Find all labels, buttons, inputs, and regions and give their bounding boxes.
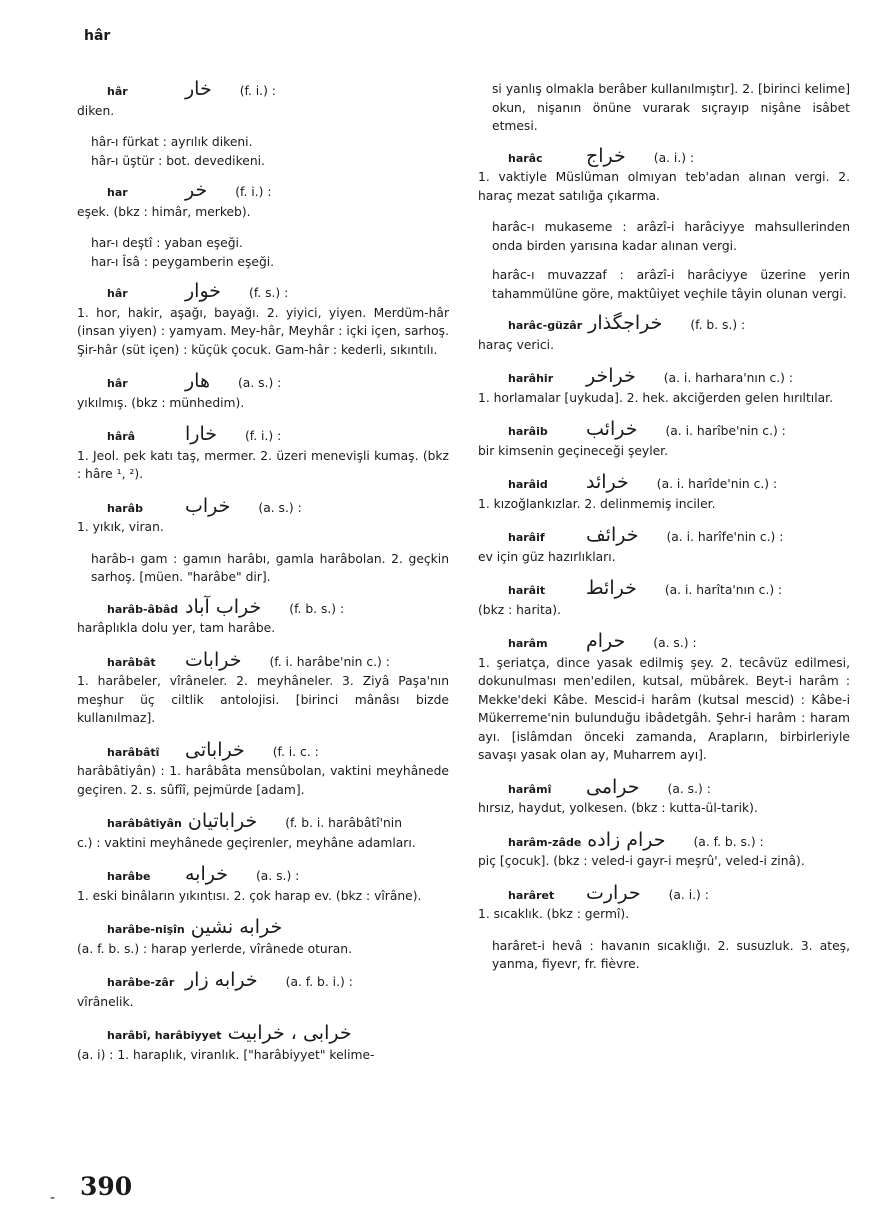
entry-headline	[478, 775, 850, 800]
headword: harâb-âbâd	[107, 602, 179, 616]
sub-entry	[77, 234, 449, 271]
entry-headline	[478, 881, 850, 906]
headword: harâid	[508, 478, 548, 491]
definition: 1. hor, hakir, aşağı, bayağı. 2. yiyici, yiyen. Merdüm-hâr (insan yiyen) : yamyam. Mey-hâr, Meyhâr : içki içen, sarhoş. Şir-hâr (süt içen) : küçük çocuk. Gam-hâr : kederli, sıkıntılı.	[77, 305, 449, 357]
definition: yıkılmış. (bkz : münhedim).	[77, 395, 245, 410]
definition: 1. yıkık, viran.	[77, 520, 164, 534]
entry-headline	[77, 812, 449, 834]
dictionary-entry	[77, 372, 449, 412]
headword: hâr	[107, 85, 128, 98]
sub-entry	[478, 218, 850, 255]
definition: hırsız, haydut, yolkesen. (bkz : kutta-ül-tarik).	[478, 801, 758, 815]
entry-headline	[478, 420, 850, 442]
arabic-spelling: خرائط	[586, 577, 637, 599]
dictionary-entry	[77, 494, 449, 537]
arabic-spelling: خوار	[185, 280, 222, 302]
entry-headline	[77, 282, 449, 304]
entry-headline	[77, 372, 449, 394]
sub-entry-line: harâb-ı gam : gamın harâbı, gamla harâbolan. 2. geçkin sarhoş. [müen. "harâbe" dir].	[91, 551, 449, 584]
entry-headline	[77, 494, 449, 519]
headword: harâm-zâde	[508, 835, 582, 849]
definition: bir kimsenin geçineceği şeyler.	[478, 443, 669, 458]
dictionary-entry	[478, 473, 850, 513]
grammar-label: (a. i.) :	[668, 887, 709, 902]
headword: harâbâtî	[107, 745, 160, 759]
dictionary-entry	[478, 828, 850, 871]
arabic-spelling: خرابه نشین	[190, 916, 283, 938]
dictionary-entry	[478, 632, 850, 765]
sub-entry-line: hâr-ı fürkat : ayrılık dikeni.	[91, 135, 253, 149]
dictionary-entry	[77, 1024, 449, 1064]
grammar-label: (f. i.) :	[235, 185, 272, 199]
entry-headline	[77, 738, 449, 763]
definition: 1. şeriatça, dince yasak edilmiş şey. 2. tecâvüz edilmesi, dokunulması men'edilen, kutsal, mübârek. Beyt-i harâm : Mekke'deki Kâbe. Mescid-i harâm (kutsal mescid) : Kâbe-i Mükerreme'nin bulunduğu ibâdetgâh. Şehr-i harâm : haram ayı. [islâmdan önceki zamanda, Arapların, birbirleriyle savaşı yasak olan ay, Muharrem ayı].	[478, 655, 850, 762]
arabic-spelling: خراج	[586, 144, 626, 167]
dictionary-entry	[77, 738, 449, 800]
arabic-spelling: خارا	[185, 423, 217, 445]
definition: 1. harâbeler, vîrâneler. 2. meyhâneler. 3. Ziyâ Paşa'nın meşhur üç ciltlik antolojisi. [birinci mânâsı bizde kullanılmaz].	[77, 674, 449, 725]
definition: 1. eski binâların yıkıntısı. 2. çok harap ev. (bkz : vîrâne).	[77, 888, 422, 903]
entry-headline	[77, 648, 449, 673]
dictionary-entry	[478, 579, 850, 619]
arabic-spelling: خرائد	[586, 471, 629, 493]
definition: haraç verici.	[478, 337, 554, 352]
definition: harâplıkla dolu yer, tam harâbe.	[77, 621, 276, 635]
definition: c.) : vaktini meyhânede geçirenler, meyhâne adamları.	[77, 835, 416, 850]
sub-entry-line: hâr-ı üştür : bot. devedikeni.	[91, 153, 265, 168]
grammar-label: (a. i. harîfe'nin c.) :	[666, 530, 784, 544]
grammar-label: (a. i.) :	[653, 150, 695, 165]
definition: piç [çocuk]. (bkz : veled-i gayr-i meşrû', veled-i zinâ).	[478, 854, 805, 868]
grammar-label: (a. i. harhara'nın c.) :	[663, 371, 794, 385]
grammar-label: (a. s.) :	[667, 781, 711, 796]
dictionary-entry	[77, 971, 449, 1011]
dictionary-entry	[478, 881, 850, 924]
entry-headline	[478, 828, 850, 853]
definition: diken.	[77, 103, 115, 118]
entry-headline	[478, 144, 850, 169]
headword: harâbe-nişîn	[107, 923, 185, 936]
definition: (bkz : harita).	[478, 602, 562, 617]
dictionary-entry	[478, 314, 850, 354]
arabic-spelling: خر	[185, 179, 208, 201]
entry-headline	[478, 473, 850, 495]
arabic-spelling: خار	[185, 78, 212, 100]
grammar-label: (a. i. harîbe'nin c.) :	[665, 424, 786, 438]
sub-entry-line: si yanlış olmakla berâber kullanılmıştır]. 2. [birinci kelime] okun, nişanın önüne vurarak sıçrayıp nişâne isâbet etmesi.	[492, 82, 850, 133]
sub-entry-line: har-ı deştî : yaban eşeği.	[91, 236, 243, 250]
arabic-spelling: هار	[185, 370, 210, 392]
dictionary-entry	[478, 144, 850, 206]
dictionary-entry	[77, 181, 449, 221]
arabic-spelling: خرابات	[185, 648, 242, 671]
sub-entry	[478, 937, 850, 974]
dictionary-entry	[77, 648, 449, 728]
headword: harâb	[107, 501, 143, 515]
sub-entry	[77, 133, 449, 170]
grammar-label: (f. b. s.) :	[289, 601, 345, 616]
arabic-spelling: خراخر	[586, 365, 636, 387]
headword: hâr	[107, 377, 128, 390]
dictionary-entry	[77, 812, 449, 852]
headword: harâc	[508, 151, 543, 165]
headword: harâif	[508, 531, 545, 544]
grammar-label: (a. f. b. i.) :	[285, 975, 353, 989]
grammar-label: (a. s.) :	[237, 376, 282, 390]
entry-headline	[478, 632, 850, 654]
sub-entry-line: harâc-ı muvazzaf : arâzî-i harâciyye üzerine yerin tahammülüne göre, maktûiyet veçhile tâyin olunan vergi.	[492, 268, 850, 301]
dictionary-entry	[478, 420, 850, 460]
arabic-spelling: خرائب	[586, 418, 638, 440]
definition: eşek. (bkz : himâr, merkeb).	[77, 204, 251, 219]
headword: harâm	[508, 637, 548, 650]
grammar-label: (f. s.) :	[249, 286, 289, 300]
sub-entry-line: harâret-i hevâ : havanın sıcaklığı. 2. susuzluk. 3. ateş, yanma, fiyevr, fr. fièvre.	[492, 938, 850, 971]
arabic-spelling: خراباتیان	[187, 810, 258, 832]
grammar-label: (f. i. harâbe'nin c.) :	[269, 654, 390, 669]
definition: 1. vaktiyle Müslüman olmıyan teb'adan alınan vergi. 2. haraç mezat satılığa çıkarma.	[478, 170, 850, 203]
grammar-label: (a. s.) :	[653, 636, 697, 650]
margin-mark: -	[50, 1190, 56, 1206]
sub-entry	[478, 80, 850, 136]
dictionary-entry	[77, 80, 449, 120]
dictionary-entry	[77, 595, 449, 638]
dictionary-entry	[77, 282, 449, 359]
entry-headline	[77, 865, 449, 887]
definition: vîrânelik.	[77, 994, 134, 1009]
arabic-spelling: خرابی ، خرابیت	[227, 1022, 352, 1044]
entry-headline	[77, 1024, 449, 1046]
entry-headline	[77, 80, 449, 102]
headword: harâc-güzâr	[508, 319, 583, 332]
headword: harâmî	[508, 782, 552, 796]
definition: harâbâtiyân) : 1. harâbâta mensûbolan, vaktini meyhânede geçiren. 2. s. sûfîî, pejmürde [adam].	[77, 764, 449, 797]
definition: 1. kızoğlankızlar. 2. delinmemiş inciler.	[478, 496, 716, 511]
grammar-label: (f. i.) :	[245, 429, 282, 443]
headword: hâr	[107, 287, 128, 300]
entry-headline	[478, 367, 850, 389]
headword: harâbâtiyân	[107, 817, 182, 830]
definition: 1. horlamalar [uykuda]. 2. hek. akciğerden gelen hırıltılar.	[478, 390, 833, 405]
grammar-label: (f. i. c. :	[272, 744, 319, 759]
headword: harâhir	[508, 372, 554, 385]
grammar-label: (a. f. b. s.) :	[693, 834, 764, 849]
headword: hârâ	[107, 430, 136, 443]
headword: harâret	[508, 888, 555, 902]
sub-entry-line: harâc-ı mukaseme : arâzî-i harâciyye mahsullerinden onda birden yarısına kadar alınan vergi.	[492, 220, 850, 253]
entry-headline	[77, 918, 449, 940]
grammar-label: (a. i. harîde'nin c.) :	[656, 477, 778, 491]
grammar-label: (f. b. i. harâbâtî'nin	[285, 816, 403, 830]
definition: (a. i) : 1. haraplık, viranlık. ["harâbiyyet" kelime-	[77, 1047, 375, 1062]
entry-headline	[77, 181, 449, 203]
definition: 1. Jeol. pek katı taş, mermer. 2. üzeri menevişli kumaş. (bkz : hâre ¹, ²).	[77, 448, 449, 481]
page-number: 390	[80, 1172, 133, 1201]
entry-headline	[478, 314, 850, 336]
arabic-spelling: حرارت	[586, 881, 641, 904]
arabic-spelling: خرابه زار	[185, 969, 258, 991]
arabic-spelling: خراجگذار	[588, 312, 663, 334]
running-head: hâr	[84, 28, 111, 44]
entry-headline	[77, 595, 449, 620]
arabic-spelling: خراباتی	[185, 738, 245, 761]
dictionary-entry	[77, 918, 449, 958]
headword: harâbî, harâbiyyet	[107, 1029, 222, 1042]
arabic-spelling: خرائف	[586, 524, 639, 546]
left-column	[77, 80, 449, 1077]
headword: harâbât	[107, 655, 156, 669]
dictionary-entry	[478, 775, 850, 818]
sub-entry	[77, 550, 449, 587]
arabic-spelling: خراب آباد	[185, 595, 262, 618]
arabic-spelling: حرام	[586, 630, 626, 652]
headword: harâit	[508, 584, 546, 597]
right-column	[478, 80, 850, 985]
grammar-label: (a. s.) :	[258, 500, 302, 515]
headword: harâbe-zâr	[107, 976, 175, 989]
grammar-label: (f. i.) :	[239, 84, 276, 98]
arabic-spelling: حرام زاده	[587, 828, 666, 851]
entry-headline	[478, 579, 850, 601]
dictionary-entry	[77, 865, 449, 905]
dictionary-entry	[478, 526, 850, 566]
sub-entry	[478, 266, 850, 303]
definition: (a. f. b. s.) : harap yerlerde, vîrânede oturan.	[77, 941, 352, 956]
headword: harâib	[508, 425, 548, 438]
entry-headline	[77, 971, 449, 993]
grammar-label: (f. b. s.) :	[690, 318, 746, 332]
definition: 1. sıcaklık. (bkz : germî).	[478, 907, 630, 921]
entry-headline	[478, 526, 850, 548]
grammar-label: (a. s.) :	[255, 869, 300, 883]
arabic-spelling: خراب	[185, 494, 231, 517]
dictionary-entry	[478, 367, 850, 407]
dictionary-entry	[77, 425, 449, 484]
arabic-spelling: خرابه	[185, 863, 228, 885]
arabic-spelling: حرامی	[586, 775, 640, 798]
entry-headline	[77, 425, 449, 447]
grammar-label: (a. i. harîta'nın c.) :	[664, 583, 783, 597]
headword: harâbe	[107, 870, 151, 883]
headword: har	[107, 186, 128, 199]
definition: ev için güz hazırlıkları.	[478, 549, 616, 564]
sub-entry-line: har-ı Îsâ : peygamberin eşeği.	[91, 254, 275, 269]
